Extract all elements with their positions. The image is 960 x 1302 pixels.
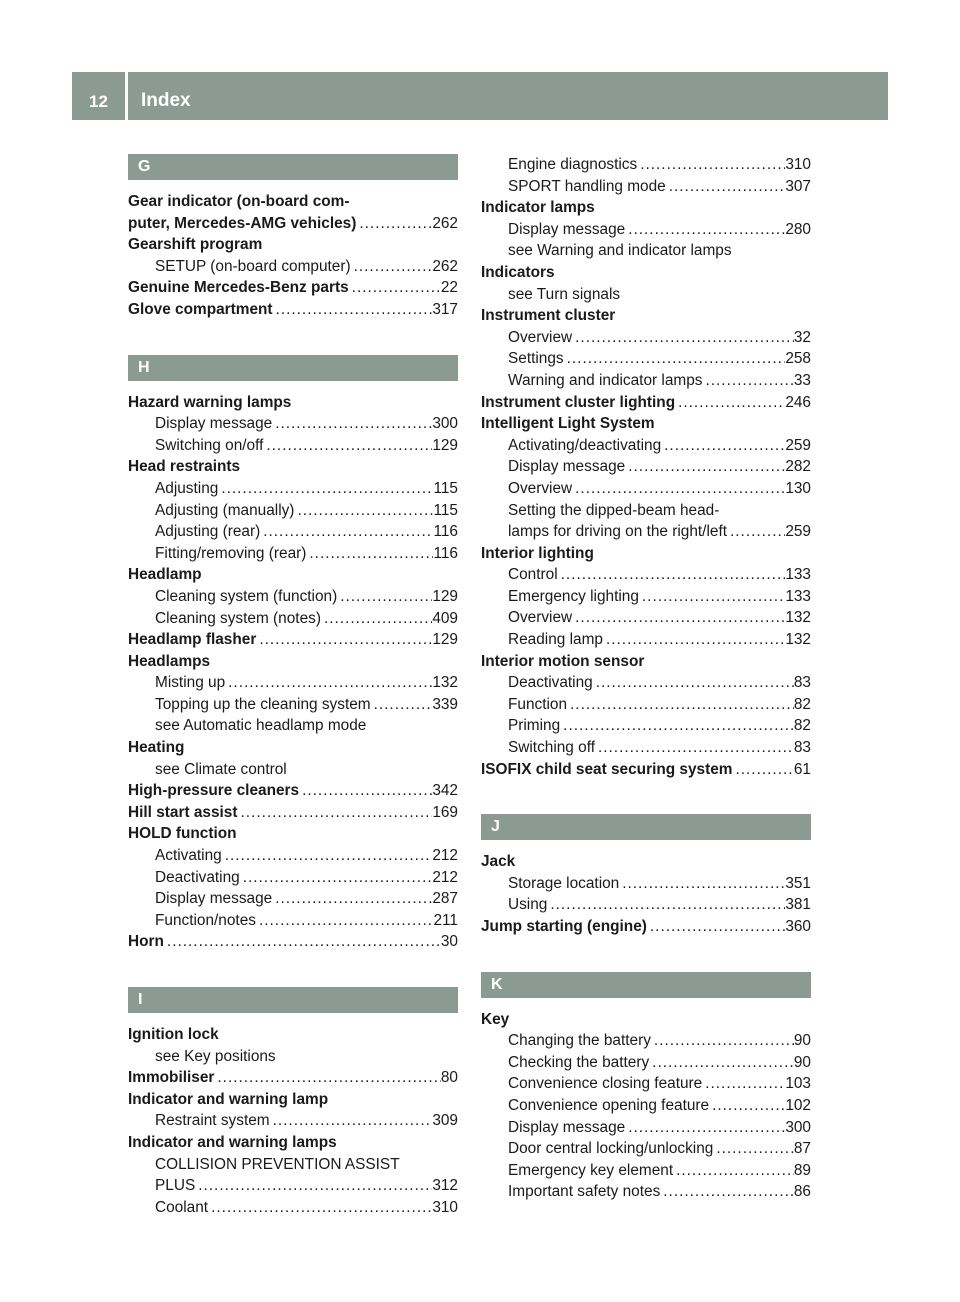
dot-leader [558,564,786,586]
page-reference[interactable]: 129 [432,587,458,605]
entry-text: Control [508,566,558,584]
page-reference[interactable]: 262 [432,257,458,275]
index-subentry[interactable] [481,435,811,457]
entry-text: Key [481,1010,510,1028]
dot-leader [639,586,785,608]
dot-leader [263,435,432,457]
index-subentry[interactable] [128,608,458,630]
dot-leader [637,154,785,176]
index-entry [128,1132,458,1154]
entry-text: Interior motion sensor [481,652,645,670]
page-reference[interactable]: 116 [433,544,458,562]
dot-leader [371,694,433,716]
page-reference[interactable]: 82 [793,695,811,713]
index-subentry [128,759,458,781]
entry-text: Adjusting (manually) [155,501,295,519]
dot-leader [272,888,432,910]
entry-text: Activating [155,847,222,865]
page-reference[interactable]: 83 [793,674,811,692]
dot-leader [240,867,433,889]
section-spacer [128,953,458,987]
entry-text: Overview [508,328,573,346]
index-subentry[interactable] [128,543,458,565]
page-reference[interactable]: 80 [440,1069,458,1087]
index-subentry [481,240,811,262]
index-entry [128,737,458,759]
header-bar [72,72,888,120]
entry-text: Head restraints [128,458,241,476]
page-reference[interactable]: 246 [785,393,811,411]
index-entry [128,456,458,478]
index-entry [128,191,458,213]
index-entry [481,413,811,435]
dot-leader [625,1117,785,1139]
index-subentry[interactable] [481,154,811,176]
index-subentry[interactable] [128,867,458,889]
page-reference[interactable]: 282 [785,458,811,476]
dot-leader [649,1052,794,1074]
entry-text: Gearshift program [128,236,263,254]
index-subentry[interactable] [128,1197,458,1219]
page-reference[interactable]: 22 [440,279,458,297]
page-reference[interactable]: 89 [793,1161,811,1179]
header-divider [125,72,128,120]
index-subentry[interactable] [128,478,458,500]
dot-leader [299,780,432,802]
page-reference[interactable]: 129 [432,436,458,454]
index-entry[interactable] [481,916,811,938]
index-subentry[interactable] [481,894,811,916]
section-spacer [481,938,811,972]
entry-text: Emergency key element [508,1161,674,1179]
index-subentry[interactable] [481,607,811,629]
entry-text: Deactivating [155,868,240,886]
dot-leader [709,1095,785,1117]
page-number: 12 [89,92,108,111]
page-title: Index [141,90,191,111]
page-reference[interactable]: 132 [785,609,811,627]
index-subentry [128,715,458,737]
page-reference[interactable]: 339 [432,695,458,713]
section-letter-header: K [481,972,811,998]
entry-text: Display message [155,890,273,908]
entry-text: Jack [481,853,516,871]
page-reference[interactable]: 102 [785,1096,811,1114]
entry-text: Coolant [155,1198,209,1216]
dot-leader [195,1175,432,1197]
index-subentry[interactable] [481,586,811,608]
index-entry[interactable] [128,277,458,299]
dot-leader [256,629,432,651]
page-reference[interactable]: 212 [432,868,458,886]
entry-text: Interior lighting [481,544,594,562]
page-reference[interactable]: 342 [432,782,458,800]
entry-text: ISOFIX child seat securing system [481,760,733,778]
index-subentry[interactable] [481,694,811,716]
entry-text: Glove compartment [128,300,273,318]
entry-text: Convenience opening feature [508,1096,710,1114]
entry-text: puter, Mercedes-AMG vehicles) [128,214,357,232]
dot-leader [732,759,793,781]
page-reference[interactable]: 116 [433,523,458,541]
entry-text: Overview [508,479,573,497]
dot-leader [351,256,433,278]
dot-leader [349,277,441,299]
entry-text: Changing the battery [508,1032,651,1050]
index-subentry[interactable] [481,176,811,198]
entry-text: Settings [508,350,564,368]
dot-leader [273,299,433,321]
entry-text: Display message [508,458,626,476]
index-entry[interactable] [128,780,458,802]
dot-leader [702,1073,785,1095]
page-reference[interactable]: 103 [785,1075,811,1093]
index-subentry[interactable] [481,327,811,349]
page-reference[interactable]: 211 [433,911,458,929]
index-subentry[interactable] [128,256,458,278]
entry-text: Adjusting [155,479,219,497]
entry-text: Using [508,896,548,914]
page-reference[interactable]: 133 [785,587,811,605]
dot-leader [218,478,433,500]
page-reference[interactable]: 130 [785,479,811,497]
index-entry [128,823,458,845]
index-subentry[interactable] [128,910,458,932]
dot-leader [572,607,785,629]
page-reference[interactable]: 212 [432,847,458,865]
dot-leader [661,435,785,457]
page-reference[interactable]: 258 [785,350,811,368]
entry-text: see Warning and indicator lamps [508,242,732,260]
page-reference[interactable]: 259 [785,523,811,541]
entry-text: Ignition lock [128,1026,219,1043]
index-subentry[interactable] [128,521,458,543]
entry-text: Horn [128,933,164,951]
dot-leader [572,478,785,500]
index-column-right [481,154,811,1203]
entry-text: Display message [508,1118,626,1136]
entry-text: Engine diagnostics [508,156,638,173]
entry-text: Overview [508,609,573,627]
index-subentry[interactable] [481,1095,811,1117]
dot-leader [564,348,786,370]
entry-text: Cleaning system (notes) [155,609,321,627]
entry-text: Heating [128,739,185,757]
index-subentry[interactable] [481,629,811,651]
entry-text: see Turn signals [508,285,621,303]
entry-text: SETUP (on-board computer) [155,257,351,275]
dot-leader [222,845,433,867]
dot-leader [560,715,794,737]
index-entry [128,564,458,586]
entry-text: Headlamp flasher [128,631,257,649]
page-reference[interactable]: 115 [433,479,458,497]
index-subentry[interactable] [481,1181,811,1203]
entry-text: HOLD function [128,825,237,843]
entry-text: Display message [155,415,273,433]
page-reference[interactable]: 300 [785,1118,811,1136]
dot-leader [260,521,433,543]
index-subentry[interactable] [481,1030,811,1052]
dot-leader [294,500,433,522]
entry-text: Priming [508,717,561,735]
dot-leader [321,608,432,630]
entry-text: Display message [508,220,626,238]
entry-text: Intelligent Light System [481,415,655,433]
page-reference[interactable]: 409 [432,609,458,627]
entry-text: Setting the dipped-beam head- [508,501,720,519]
dot-leader [208,1197,432,1219]
page-reference[interactable]: 132 [785,631,811,649]
dot-leader [702,370,793,392]
page-reference[interactable]: 287 [432,890,458,908]
index-subentry[interactable] [128,500,458,522]
index-entry [128,651,458,673]
dot-leader [214,1067,440,1089]
dot-leader [603,629,785,651]
page-reference[interactable]: 86 [793,1183,811,1201]
index-subentry[interactable] [128,845,458,867]
dot-leader [660,1181,794,1203]
entry-text: Switching off [508,739,595,757]
dot-leader [666,176,786,198]
dot-leader [675,392,785,414]
index-subentry[interactable] [128,888,458,910]
index-subentry[interactable] [481,672,811,694]
page-reference[interactable]: 61 [793,760,811,778]
page-reference[interactable]: 87 [793,1140,811,1158]
section-letter-header: J [481,814,811,840]
entry-text: Indicator lamps [481,199,595,217]
dot-leader [567,694,794,716]
index-subentry[interactable] [481,1160,811,1182]
page-reference[interactable]: 129 [432,631,458,649]
index-entry [128,1089,458,1111]
index-subentry[interactable] [128,435,458,457]
entry-text: Instrument cluster [481,307,616,325]
index-subentry[interactable] [481,478,811,500]
index-entry [481,651,811,673]
entry-text: Restraint system [155,1112,270,1130]
index-subentry[interactable] [481,737,811,759]
index-subentry[interactable] [128,672,458,694]
entry-text: High-pressure cleaners [128,782,300,800]
entry-text: PLUS [155,1177,196,1195]
index-subentry [128,1154,458,1176]
entry-text: Switching on/off [155,436,264,454]
page-reference[interactable]: 90 [793,1032,811,1050]
index-subentry[interactable] [481,564,811,586]
entry-text: Indicators [481,263,555,281]
dot-leader [306,543,433,565]
index-entry [128,392,458,414]
entry-text: Topping up the cleaning system [155,695,371,713]
entry-text: Emergency lighting [508,587,639,605]
section-letter-header: I [128,987,458,1013]
index-subentry[interactable] [128,1110,458,1132]
page-reference[interactable]: 309 [432,1112,458,1130]
index-entry [481,1009,811,1031]
entry-text: Misting up [155,674,226,692]
entry-text: Reading lamp [508,631,603,649]
index-subentry[interactable] [481,1073,811,1095]
page-reference[interactable]: 317 [432,300,458,318]
section-spacer [128,321,458,355]
index-entry [481,305,811,327]
index-subentry[interactable] [481,219,811,241]
index-subentry [128,1046,458,1068]
dot-leader [572,327,794,349]
entry-text: Adjusting (rear) [155,523,261,541]
page-reference[interactable]: 132 [432,674,458,692]
index-subentry[interactable] [128,1175,458,1197]
entry-text: Immobiliser [128,1069,215,1087]
page-reference[interactable]: 32 [793,328,811,346]
entry-text: COLLISION PREVENTION ASSIST [155,1155,400,1173]
index-subentry[interactable] [481,1117,811,1139]
entry-text: see Key positions [155,1047,276,1065]
index-subentry[interactable] [481,521,811,543]
dot-leader [356,213,432,235]
entry-text: Headlamp [128,566,202,584]
index-entry [128,234,458,256]
dot-leader [256,910,433,932]
index-subentry[interactable] [481,456,811,478]
page-reference[interactable]: 115 [433,501,458,519]
index-subentry[interactable] [481,1052,811,1074]
entry-text: Jump starting (engine) [481,918,647,935]
entry-text: Fitting/removing (rear) [155,544,307,562]
dot-leader [593,672,794,694]
index-subentry [481,284,811,306]
entry-text: see Automatic headlamp mode [155,717,367,735]
page-reference[interactable]: 169 [432,803,458,821]
index-entry[interactable] [128,629,458,651]
dot-leader [727,521,785,543]
page-reference[interactable]: 312 [432,1177,458,1195]
page-reference[interactable]: 259 [785,436,811,454]
entry-text: Cleaning system (function) [155,587,338,605]
entry-text: Important safety notes [508,1183,661,1201]
dot-leader [595,737,794,759]
dot-leader [225,672,432,694]
page-reference[interactable]: 310 [432,1198,458,1216]
index-entry [481,262,811,284]
page-reference[interactable]: 262 [432,214,458,232]
dot-leader [238,802,433,824]
entry-text: Storage location [508,874,620,892]
dot-leader [625,456,785,478]
entry-text: Headlamps [128,652,211,670]
entry-text: Instrument cluster lighting [481,393,676,411]
page-reference[interactable]: 133 [785,566,811,584]
dot-leader [337,586,432,608]
dot-leader [651,1030,794,1052]
dot-leader [619,873,785,895]
index-subentry[interactable] [481,348,811,370]
page-reference[interactable]: 280 [785,220,811,238]
page-reference[interactable]: 83 [793,739,811,757]
index-subentry [481,500,811,522]
dot-leader [625,219,785,241]
index-subentry[interactable] [128,586,458,608]
index-entry[interactable] [128,299,458,321]
index-subentry[interactable] [128,413,458,435]
section-letter-header: H [128,355,458,381]
index-entry [481,543,811,565]
index-entry [481,197,811,219]
index-subentry[interactable] [481,1138,811,1160]
page-reference[interactable]: 310 [785,156,811,173]
entry-text: Indicator and warning lamp [128,1090,329,1108]
index-entry[interactable] [128,213,458,235]
index-subentry[interactable] [481,370,811,392]
index-entry [481,851,811,873]
dot-leader [270,1110,433,1132]
entry-text: Hill start assist [128,803,238,821]
entry-text: Checking the battery [508,1053,650,1071]
entry-text: lamps for driving on the right/left [508,523,727,541]
page-reference[interactable]: 30 [440,933,458,951]
dot-leader [164,931,441,953]
index-entry[interactable] [128,1067,458,1089]
page-reference[interactable]: 360 [785,918,811,935]
entry-text: Activating/deactivating [508,436,662,454]
dot-leader [713,1138,794,1160]
page-reference[interactable]: 90 [793,1053,811,1071]
index-subentry[interactable] [481,715,811,737]
dot-leader [647,916,785,938]
section-letter-header: G [128,154,458,180]
entry-text: SPORT handling mode [508,177,666,195]
page-reference[interactable]: 351 [785,874,811,892]
index-subentry[interactable] [128,694,458,716]
entry-text: Warning and indicator lamps [508,371,703,389]
entry-text: Hazard warning lamps [128,393,292,411]
entry-text: Indicator and warning lamps [128,1133,337,1151]
dot-leader [547,894,785,916]
page-reference[interactable]: 307 [785,177,811,195]
entry-text: Convenience closing feature [508,1075,703,1093]
index-entry [128,1024,458,1046]
index-column-left [128,154,458,1218]
dot-leader [673,1160,794,1182]
entry-text: Function/notes [155,911,256,929]
entry-text: Function [508,695,568,713]
section-spacer [481,780,811,814]
index-entry[interactable] [481,759,811,781]
index-entry[interactable] [128,931,458,953]
dot-leader [272,413,432,435]
entry-text: Gear indicator (on-board com- [128,193,350,210]
page-reference[interactable]: 33 [793,371,811,389]
index-subentry[interactable] [481,873,811,895]
entry-text: Genuine Mercedes-Benz parts [128,279,349,297]
index-entry[interactable] [481,392,811,414]
entry-text: Door central locking/unlocking [508,1140,714,1158]
page-reference[interactable]: 82 [793,717,811,735]
page-reference[interactable]: 300 [432,415,458,433]
entry-text: Deactivating [508,674,593,692]
entry-text: see Climate control [155,760,287,778]
page-reference[interactable]: 381 [785,896,811,914]
index-entry[interactable] [128,802,458,824]
